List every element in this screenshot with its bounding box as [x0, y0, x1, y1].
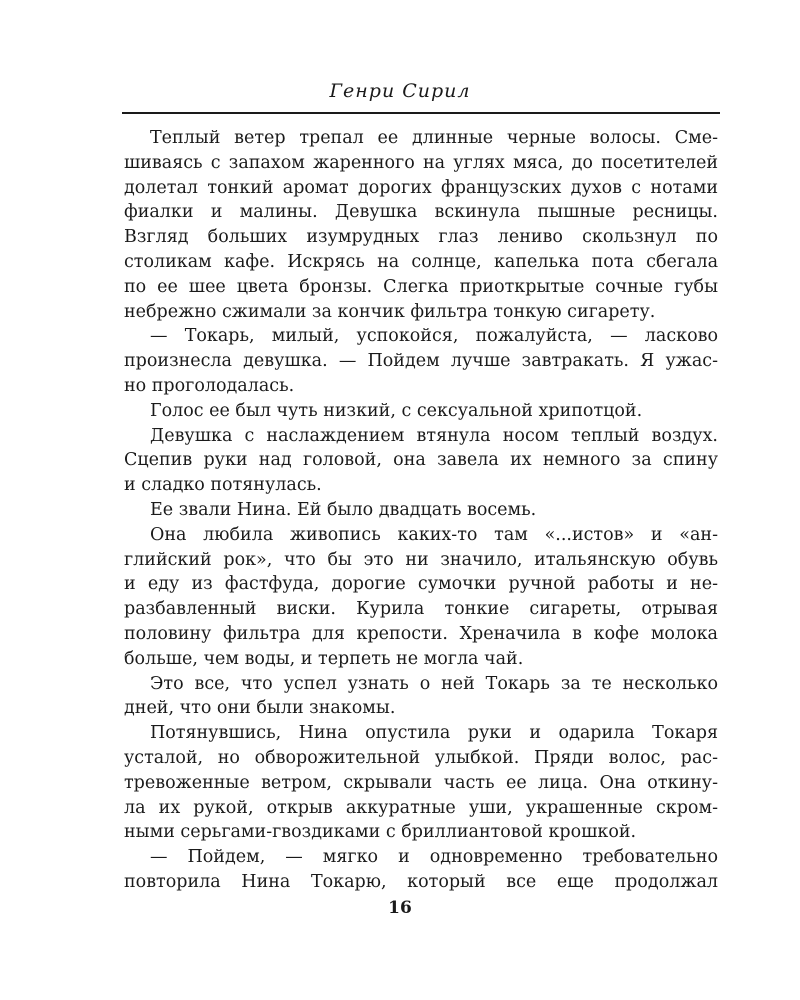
text-line: столикам кафе. Искрясь на солнце, капелька пота сбегала — [124, 251, 718, 272]
text-line: Девушка с наслаждением втянула носом теплый воздух. — [150, 425, 718, 446]
text-line: и сладко потянулась. — [124, 475, 322, 496]
text-line: небрежно сжимали за кончик фильтра тонкую сигарету. — [124, 301, 656, 322]
text-line: произнесла девушка. — Пойдем лучше завтракать. Я ужас- — [124, 351, 718, 372]
running-header: Генри Сирил — [329, 80, 471, 102]
text-line: фиалки и малины. Девушка вскинула пышные ресницы. — [124, 202, 718, 223]
text-line: Сцепив руки над головой, она завела их немного за спину — [124, 450, 718, 471]
text-line: Потянувшись, Нина опустила руки и одарила Токаря — [150, 723, 718, 744]
text-line: повторила Нина Токарю, который все еще продолжал — [124, 871, 718, 892]
text-line: Взгляд больших изумрудных глаз лениво скользнул по — [124, 227, 718, 248]
text-line: но проголодалась. — [124, 375, 295, 396]
text-line: Теплый ветер трепал ее длинные черные волосы. Сме- — [150, 128, 718, 148]
text-line: разбавленный виски. Курила тонкие сигареты, отрывая — [124, 599, 718, 620]
text-line: шиваясь с запахом жаренного на углях мяса, до посетителей — [124, 152, 718, 173]
text-line: долетал тонкий аромат дорогих французских духов с нотами — [124, 177, 718, 198]
text-line: ла их рукой, открыв аккуратные уши, украшенные скром- — [124, 797, 718, 818]
page-number: 16 — [388, 898, 412, 918]
text-line: дней, что они были знакомы. — [124, 698, 396, 719]
text-line: по ее шее цвета бронзы. Слегка приоткрытые сочные губы — [124, 276, 718, 297]
text-line: Это все, что успел узнать о ней Токарь за те несколько — [150, 673, 718, 694]
text-line: тревоженные ветром, скрывали часть ее лица. Она откину- — [124, 772, 718, 793]
text-line: — Токарь, милый, успокойся, пожалуйста, — ласково — [150, 326, 718, 347]
text-line: Голос ее был чуть низкий, с сексуальной хрипотцой. — [150, 400, 643, 421]
text-line: и еду из фастфуда, дорогие сумочки ручной работы и не- — [124, 574, 718, 595]
body-text — [124, 126, 718, 895]
text-line: больше, чем воды, и терпеть не могла чай. — [124, 648, 524, 669]
text-line: Она любила живопись каких-то там «...истов» и «ан- — [150, 524, 718, 545]
text-line: глийский рок», что бы это ни значило, итальянскую обувь — [124, 549, 718, 570]
text-line: ными серьгами-гвоздиками с бриллиантовой крошкой. — [124, 822, 637, 843]
text-line: Ее звали Нина. Ей было двадцать восемь. — [150, 499, 537, 520]
text-line: — Пойдем, — мягко и одновременно требовательно — [150, 847, 718, 868]
text-line: усталой, но обворожительной улыбкой. Пряди волос, рас- — [124, 747, 718, 768]
header-rule — [122, 112, 720, 114]
text-line: половину фильтра для крепости. Хреначила в кофе молока — [124, 623, 718, 644]
